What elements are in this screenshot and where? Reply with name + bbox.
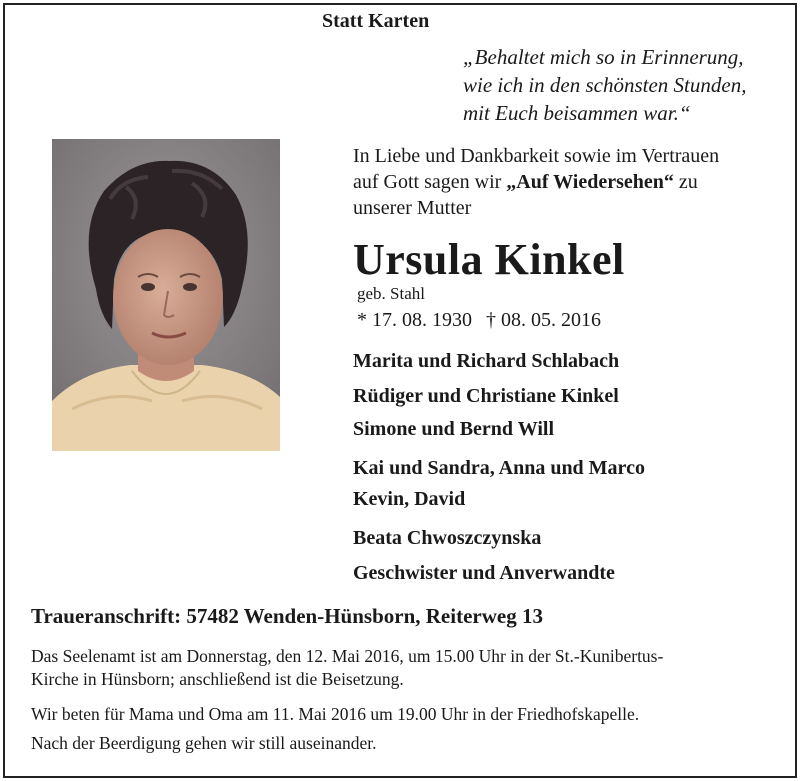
mourner-line: Simone und Bernd Will: [353, 418, 554, 440]
mourner-line: Geschwister und Anverwandte: [353, 562, 615, 584]
intro-text-segment: auf Gott sagen wir: [353, 171, 507, 193]
mourning-address: Traueranschrift: 57482 Wenden-Hünsborn, Reiterweg 13: [31, 604, 543, 628]
intro-line: unserer Mutter: [353, 197, 472, 219]
memorial-quote: [463, 43, 746, 127]
quote-line: „Behaltet mich so in Erinnerung,: [463, 45, 744, 69]
portrait-illustration: [52, 139, 280, 451]
farewell-phrase: „Auf Wiedersehen“: [506, 171, 674, 193]
intro-line: In Liebe und Dankbarkeit sowie im Vertrauen: [353, 145, 720, 167]
intro-text: [353, 143, 719, 221]
life-dates: [357, 309, 601, 332]
birth-name: geb. Stahl: [357, 284, 425, 303]
mourner-line: Marita und Richard Schlabach: [353, 350, 620, 372]
prayer-details: Wir beten für Mama und Oma am 11. Mai 2016 um 19.00 Uhr in der Friedhofskapelle.: [31, 704, 640, 724]
intro-text-segment: zu: [673, 171, 698, 193]
mourner-line: Kai und Sandra, Anna und Marco: [353, 457, 645, 479]
closing-note: Nach der Beerdigung gehen wir still auseinander.: [31, 733, 377, 753]
deceased-name: Ursula Kinkel: [353, 235, 625, 284]
mourner-line: Rüdiger und Christiane Kinkel: [353, 385, 619, 407]
notice-header: Statt Karten: [322, 10, 430, 32]
birth-date: * 17. 08. 1930: [357, 309, 472, 331]
service-line: Das Seelenamt ist am Donnerstag, den 12. Mai 2016, um 15.00 Uhr in der St.-Kunibertus-: [31, 646, 664, 666]
quote-line: wie ich in den schönsten Stunden,: [463, 73, 747, 97]
death-date: † 08. 05. 2016: [486, 309, 601, 331]
mourner-line: Beata Chwoszczynska: [353, 527, 542, 549]
portrait-photo: [52, 139, 280, 451]
mourner-line: Kevin, David: [353, 488, 466, 510]
quote-line: mit Euch beisammen war.“: [463, 101, 691, 125]
service-details: [31, 645, 663, 691]
service-line: Kirche in Hünsborn; anschließend ist die Beisetzung.: [31, 669, 404, 689]
intro-line: [353, 169, 719, 195]
